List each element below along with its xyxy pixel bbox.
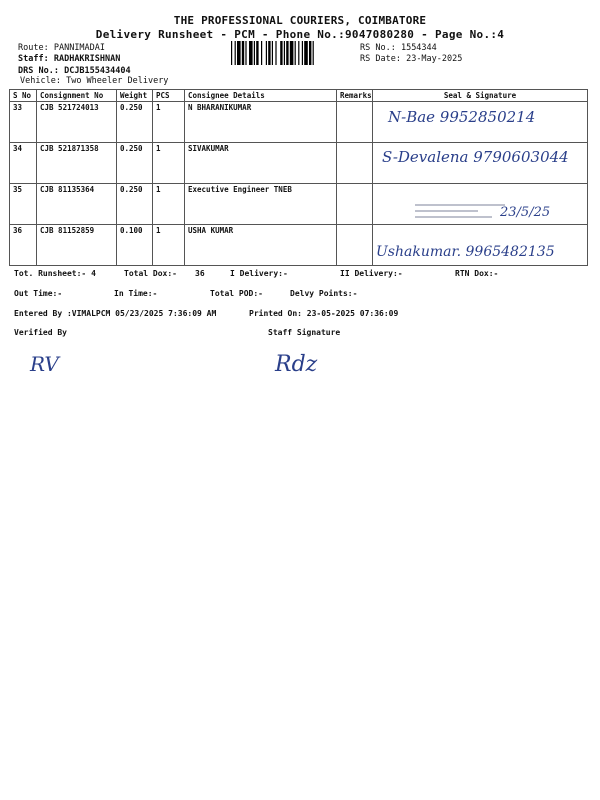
staff-label: Staff: <box>18 54 49 64</box>
runsheet-subtitle: Delivery Runsheet - PCM - Phone No.:9047080280 - Page No.:4 <box>95 28 505 41</box>
printed-on: Printed On: 23-05-2025 07:36:09 <box>249 309 399 318</box>
cell-consignment: CJB 521871358 <box>37 143 117 184</box>
verified-by-signature: RV <box>30 352 59 376</box>
signature-row-34: S-Devalena 9790603044 <box>382 148 569 166</box>
col-header-pcs: PCS <box>153 90 185 102</box>
total-pod: Total POD:- <box>210 289 263 298</box>
company-title: THE PROFESSIONAL COURIERS, COIMBATORE <box>173 14 427 27</box>
col-header-consignee: Consignee Details <box>185 90 337 102</box>
barcode-bar <box>284 41 285 65</box>
barcode-bar <box>256 41 258 65</box>
cell-pcs: 1 <box>153 102 185 143</box>
cell-sno: 34 <box>10 143 37 184</box>
cell-pcs: 1 <box>153 184 185 225</box>
rs-date-value: 23-May-2025 <box>406 54 463 64</box>
vehicle-value: Two Wheeler Delivery <box>66 76 169 86</box>
barcode-bar <box>245 41 246 65</box>
signature-row-33: N-Bae 9952850214 <box>388 108 536 126</box>
barcode-bar <box>237 41 241 65</box>
signature-row-36: Ushakumar. 9965482135 <box>376 244 555 260</box>
route-value: PANNIMADAI <box>53 43 106 53</box>
cell-sno: 36 <box>10 225 37 266</box>
barcode-bar <box>275 41 276 65</box>
cell-weight: 0.100 <box>117 225 153 266</box>
cell-consignee: Executive Engineer TNEB <box>185 184 337 225</box>
cell-weight: 0.250 <box>117 143 153 184</box>
staff-line <box>18 54 120 64</box>
col-header-remarks: Remarks <box>337 90 373 102</box>
rtn-dox: RTN Dox:- <box>455 269 499 278</box>
i-delivery: I Delivery:- <box>230 269 288 278</box>
rs-no-value: 1554344 <box>400 43 437 53</box>
col-header-signature: Seal & Signature <box>373 90 588 102</box>
drs-value: DCJB155434404 <box>64 66 131 76</box>
total-dox-label: Total Dox:- <box>124 269 177 278</box>
barcode-bar <box>298 41 299 65</box>
barcode-bar <box>302 41 303 65</box>
col-header-weight: Weight <box>117 90 153 102</box>
cell-weight: 0.250 <box>117 102 153 143</box>
verified-by-label: Verified By <box>14 328 67 337</box>
barcode <box>231 41 355 65</box>
barcode-bar <box>266 41 267 65</box>
cell-sno: 35 <box>10 184 37 225</box>
barcode-bar <box>254 41 255 65</box>
barcode-bar <box>286 41 288 65</box>
barcode-bar <box>304 41 308 65</box>
staff-signature-mark: Rdz <box>275 352 318 377</box>
cell-pcs: 1 <box>153 225 185 266</box>
route-line <box>18 43 105 53</box>
cell-remarks <box>337 184 373 225</box>
col-header-sno: S No <box>10 90 37 102</box>
vehicle-label: Vehicle: <box>20 76 61 86</box>
cell-consignee: SIVAKUMAR <box>185 143 337 184</box>
rs-date-label: RS Date: <box>360 54 401 64</box>
barcode-bar <box>235 41 236 65</box>
seal-stamp <box>415 200 505 228</box>
barcode-bar <box>261 41 262 65</box>
cell-consignee: N BHARANIKUMAR <box>185 102 337 143</box>
cell-sno: 33 <box>10 102 37 143</box>
in-time: In Time:- <box>114 289 158 298</box>
rs-date-line <box>360 54 462 64</box>
barcode-bar <box>313 41 314 65</box>
cell-pcs: 1 <box>153 143 185 184</box>
cell-remarks <box>337 143 373 184</box>
barcode-bar <box>295 41 296 65</box>
tot-runsheet: Tot. Runsheet:- 4 <box>14 269 96 278</box>
cell-consignment: CJB 521724013 <box>37 102 117 143</box>
barcode-bar <box>272 41 273 65</box>
cell-consignee: USHA KUMAR <box>185 225 337 266</box>
total-dox-value: 36 <box>195 269 205 278</box>
staff-signature-label: Staff Signature <box>268 328 341 337</box>
cell-remarks <box>337 225 373 266</box>
stamp-line <box>415 210 478 212</box>
stamp-line <box>415 204 505 206</box>
out-time: Out Time:- <box>14 289 63 298</box>
table-header-row <box>10 90 588 102</box>
cell-consignment: CJB 81135364 <box>37 184 117 225</box>
rs-no-label: RS No.: <box>360 43 396 53</box>
ii-delivery: II Delivery:- <box>340 269 403 278</box>
drs-line <box>18 66 131 76</box>
stamp-line <box>415 216 492 218</box>
barcode-bar <box>280 41 282 65</box>
staff-value: RADHAKRISHNAN <box>53 54 121 64</box>
cell-weight: 0.250 <box>117 184 153 225</box>
barcode-bar <box>268 41 270 65</box>
cell-remarks <box>337 102 373 143</box>
drs-label: DRS No.: <box>18 66 59 76</box>
rs-no-line <box>360 43 437 53</box>
signature-row-35: 23/5/25 <box>500 205 551 220</box>
delvy-points: Delvy Points:- <box>290 289 358 298</box>
barcode-bar <box>231 41 232 65</box>
barcode-bar <box>242 41 244 65</box>
barcode-bar <box>290 41 294 65</box>
route-label: Route: <box>18 43 49 53</box>
col-header-consignment: Consignment No <box>37 90 117 102</box>
cell-consignment: CJB 81152859 <box>37 225 117 266</box>
barcode-bar <box>249 41 253 65</box>
barcode-bar <box>309 41 311 65</box>
entered-by: Entered By :VIMALPCM 05/23/2025 7:36:09 AM <box>14 309 217 318</box>
vehicle-line <box>20 76 168 86</box>
